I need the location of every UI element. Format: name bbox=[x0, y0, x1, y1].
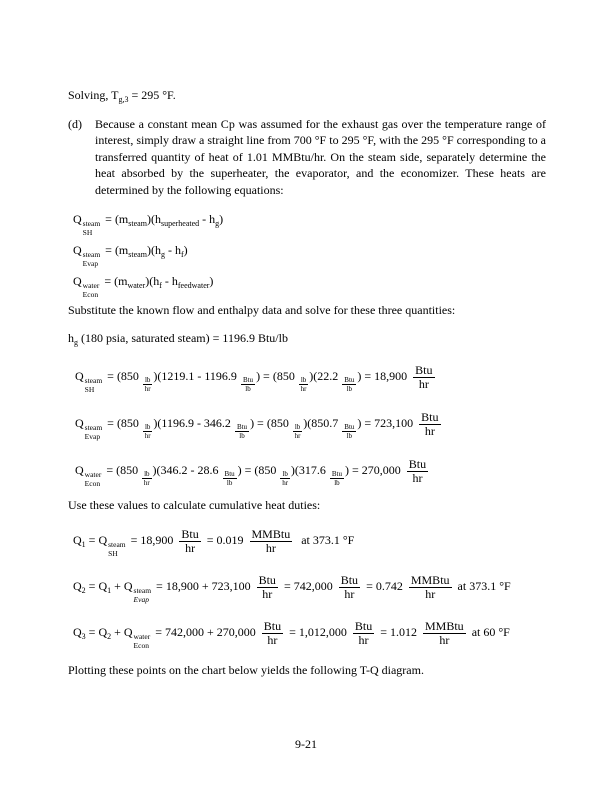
substitute-line: Substitute the known flow and enthalpy data and solve for these three quantities: bbox=[68, 303, 456, 318]
paragraph-d-text: Because a constant mean Cp was assumed for the exhaust gas over the temperature range of interest, simply draw a straight line from 700 °F to 295 °F, with the 295 °F corresponding to a transferred quantity of heat of 1.01 MMBtu/hr. On the steam side, separately determine the heat absorbed by the superheater, the evaporator, and the economizer. These heats are determined by the following equations: bbox=[95, 117, 546, 197]
equation-qsh-definition: Q steam SH = $(m_{steam})(h_{superheated} - h_g)$ bbox=[73, 212, 224, 238]
equation-qevap-definition: Q steam Evap = $(m_{steam})(h_g - h_f)$ bbox=[73, 243, 188, 269]
page-number: 9-21 bbox=[295, 737, 317, 751]
equation-q3-cumulative: $Q_3 = Q_2 + Q$ water Econ = 742,000 + 270,000 $\frac{\text{Btu}}{hr}$ = 1,012,000 $\frac{\text{Btu}}{hr}$ = 1.012 $\frac{\text{MMBtu}}{hr}$ at 60 °F bbox=[73, 618, 510, 651]
cumulative-intro-line: Use these values to calculate cumulative heat duties: bbox=[68, 498, 321, 513]
list-label-d: (d) bbox=[68, 117, 82, 131]
equation-qsh-calculation: Q steam SH = (850 $\frac{lb}{hr}$ )(1219.1 - 1196.9 $\frac{\text{Btu}}{lb}$ ) = (850 $\frac{lb}{hr}$ )(22.2 $\frac{\text{Btu}}{lb}$ ) = 18,900 $\frac{\text{Btu}}{hr}$ bbox=[75, 362, 433, 395]
equation-qevap-calculation: Q steam Evap = (850 $\frac{lb}{hr}$ )(1196.9 - 346.2 $\frac{\text{Btu}}{lb}$ ) = (850 $\frac{lb}{hr}$ )(850.7 $\frac{\text{Btu}}{lb}$ ) = 723,100 $\frac{\text{Btu}}{hr}$ bbox=[75, 409, 439, 442]
equation-qecon-calculation: Q water Econ = (850 $\frac{lb}{hr}$ )(346.2 - 28.6 $\frac{\text{Btu}}{lb}$ ) = (850 $\frac{lb}{hr}$ )(317.6 $\frac{\text{Btu}}{lb}$ ) = 270,000 $\frac{\text{Btu}}{hr}$ bbox=[75, 456, 427, 489]
equation-q1-cumulative: $Q_1 = Q$ steam SH = 18,900 $\frac{\text{Btu}}{hr}$ = 0.019 $\frac{\text{MMBtu}}{hr}$ at 373.1 °F bbox=[73, 526, 355, 559]
hg-enthalpy-line: $h_g$ (180 psia, saturated steam) = 1196.9 Btu/lb bbox=[68, 331, 288, 347]
solving-line: Solving, $T_{g,3} = 295$ °F. bbox=[68, 88, 176, 104]
paragraph-d bbox=[68, 116, 546, 198]
equation-qecon-definition: Q water Econ = $(m_{water})(h_f - h_{feedwater})$ bbox=[73, 274, 214, 300]
equation-q2-cumulative: $Q_2 = Q_1 + Q$ steam Evap = 18,900 + 723,100 $\frac{\text{Btu}}{hr}$ = 742,000 $\frac{\text{Btu}}{hr}$ = 0.742 $\frac{\text{MMBtu}}{hr}$ at 373.1 °F bbox=[73, 572, 511, 605]
plotting-line: Plotting these points on the chart below yields the following T-Q diagram. bbox=[68, 663, 424, 678]
